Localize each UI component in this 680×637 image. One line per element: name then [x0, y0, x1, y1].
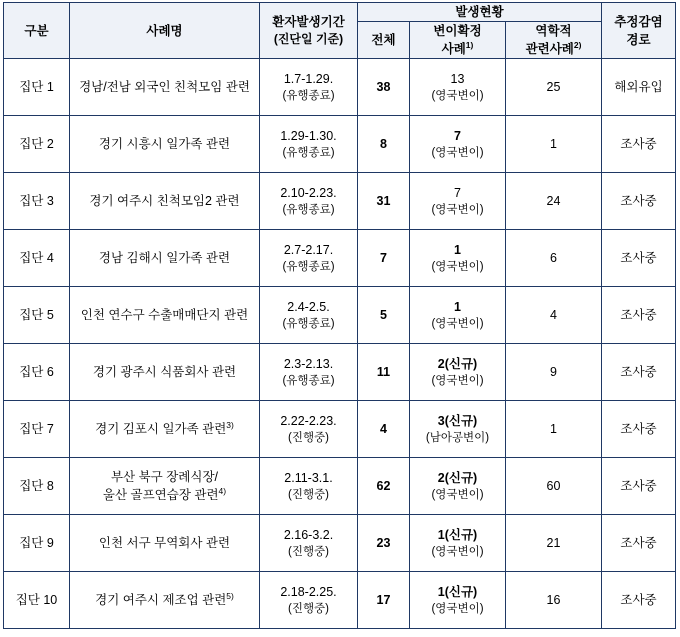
- cell-epidemiological: 60: [506, 458, 602, 515]
- cell-variant-confirmed: 13 (영국변이): [410, 59, 506, 116]
- cell-onset-period: 2.18-2.25. (진행중): [260, 572, 358, 629]
- cell-variant-confirmed: 2(신규) (영국변이): [410, 344, 506, 401]
- cell-group: 집단 10: [4, 572, 70, 629]
- header-route-line2: 경로: [626, 32, 651, 47]
- header-epidemiological: [506, 22, 602, 59]
- cell-total: 62: [358, 458, 410, 515]
- cell-epidemiological: 16: [506, 572, 602, 629]
- table-row: [4, 116, 676, 173]
- cell-total: 7: [358, 230, 410, 287]
- cell-group: 집단 6: [4, 344, 70, 401]
- header-group: 구분: [4, 3, 70, 59]
- cell-epidemiological: 1: [506, 116, 602, 173]
- cell-variant-confirmed: 3(신규) (남아공변이): [410, 401, 506, 458]
- cell-variant-confirmed: 1 (영국변이): [410, 287, 506, 344]
- header-route: [602, 3, 676, 59]
- cell-variant-confirmed: 7 (영국변이): [410, 116, 506, 173]
- table-row: [4, 572, 676, 629]
- cell-variant-confirmed: 1 (영국변이): [410, 230, 506, 287]
- cell-group: 집단 5: [4, 287, 70, 344]
- table-row: [4, 344, 676, 401]
- table-row: [4, 59, 676, 116]
- table-row: [4, 401, 676, 458]
- table-row: [4, 173, 676, 230]
- cell-route: 조사중: [602, 572, 676, 629]
- cell-route: 조사중: [602, 401, 676, 458]
- cell-onset-period: 1.7-1.29. (유행종료): [260, 59, 358, 116]
- header-total: 전체: [358, 22, 410, 59]
- cell-route: 조사중: [602, 116, 676, 173]
- header-variant-line1: 변이확정: [433, 24, 482, 39]
- header-variant-confirmed: [410, 22, 506, 59]
- cell-case-name: 경남 김해시 일가족 관련: [70, 230, 260, 287]
- header-epi-line2: 관련사례$^{2)}$: [525, 40, 582, 57]
- cell-total: 8: [358, 116, 410, 173]
- cell-route: 조사중: [602, 344, 676, 401]
- cell-epidemiological: 9: [506, 344, 602, 401]
- cell-onset-period: 2.10-2.23. (유행종료): [260, 173, 358, 230]
- table-header: [4, 3, 676, 59]
- cell-group: 집단 2: [4, 116, 70, 173]
- table-row: [4, 287, 676, 344]
- header-variant-footnote: 1): [465, 40, 474, 51]
- cell-variant-confirmed: 1(신규) (영국변이): [410, 515, 506, 572]
- cell-case-name: 경기 여주시 제조업 관련$^{5)}$: [70, 572, 260, 629]
- header-onset-period: [260, 3, 358, 59]
- cluster-case-table: [3, 2, 676, 629]
- header-route-line1: 추정감염: [614, 14, 663, 29]
- cell-route: 조사중: [602, 230, 676, 287]
- cell-total: 4: [358, 401, 410, 458]
- cell-case-name: 경기 시흥시 일가족 관련: [70, 116, 260, 173]
- cell-total: 38: [358, 59, 410, 116]
- table-row: [4, 230, 676, 287]
- cell-variant-confirmed: 1(신규) (영국변이): [410, 572, 506, 629]
- cell-route: 조사중: [602, 458, 676, 515]
- cell-total: 17: [358, 572, 410, 629]
- cell-case-name: 경기 여주시 친척모임2 관련: [70, 173, 260, 230]
- table-row: [4, 515, 676, 572]
- cell-route: 조사중: [602, 173, 676, 230]
- cell-case-name: 경기 김포시 일가족 관련$^{3)}$: [70, 401, 260, 458]
- cell-total: 23: [358, 515, 410, 572]
- cell-epidemiological: 24: [506, 173, 602, 230]
- cell-onset-period: 2.16-3.2. (진행중): [260, 515, 358, 572]
- header-onset-period-line2: (진단일 기준): [273, 32, 344, 47]
- cell-group: 집단 9: [4, 515, 70, 572]
- cell-onset-period: 2.4-2.5. (유행종료): [260, 287, 358, 344]
- header-case-name: 사례명: [70, 3, 260, 59]
- cell-onset-period: 2.22-2.23. (진행중): [260, 401, 358, 458]
- cell-group: 집단 1: [4, 59, 70, 116]
- header-epi-line1: 역학적: [535, 24, 572, 39]
- cell-onset-period: 1.29-1.30. (유행종료): [260, 116, 358, 173]
- cell-group: 집단 7: [4, 401, 70, 458]
- header-epi-footnote: 2): [573, 40, 582, 51]
- header-status-group: 발생현황: [358, 3, 602, 22]
- cell-epidemiological: 4: [506, 287, 602, 344]
- cell-variant-confirmed: 7 (영국변이): [410, 173, 506, 230]
- cell-case-name: 인천 서구 무역회사 관련: [70, 515, 260, 572]
- cell-total: 5: [358, 287, 410, 344]
- table-body: [4, 59, 676, 629]
- table-row: [4, 458, 676, 515]
- cell-group: 집단 4: [4, 230, 70, 287]
- cell-case-name: 인천 연수구 수출매매단지 관련: [70, 287, 260, 344]
- header-onset-period-line1: 환자발생기간: [272, 14, 345, 29]
- cell-epidemiological: 1: [506, 401, 602, 458]
- cell-route: 조사중: [602, 287, 676, 344]
- cell-case-name: 경기 광주시 식품회사 관련: [70, 344, 260, 401]
- cell-route: 해외유입: [602, 59, 676, 116]
- cell-total: 11: [358, 344, 410, 401]
- header-row-1: [4, 3, 676, 22]
- cell-onset-period: 2.7-2.17. (유행종료): [260, 230, 358, 287]
- cell-onset-period: 2.3-2.13. (유행종료): [260, 344, 358, 401]
- cell-epidemiological: 25: [506, 59, 602, 116]
- cell-epidemiological: 21: [506, 515, 602, 572]
- cell-case-name: 경남/전남 외국인 친척모임 관련: [70, 59, 260, 116]
- cell-group: 집단 3: [4, 173, 70, 230]
- cell-group: 집단 8: [4, 458, 70, 515]
- cell-route: 조사중: [602, 515, 676, 572]
- header-variant-line2: 사례$^{1)}$: [441, 40, 474, 57]
- cell-case-name: 부산 북구 장례식장/ 울산 골프연습장 관련$^{4)}$: [70, 458, 260, 515]
- cell-onset-period: 2.11-3.1. (진행중): [260, 458, 358, 515]
- cell-epidemiological: 6: [506, 230, 602, 287]
- cell-total: 31: [358, 173, 410, 230]
- cell-variant-confirmed: 2(신규) (영국변이): [410, 458, 506, 515]
